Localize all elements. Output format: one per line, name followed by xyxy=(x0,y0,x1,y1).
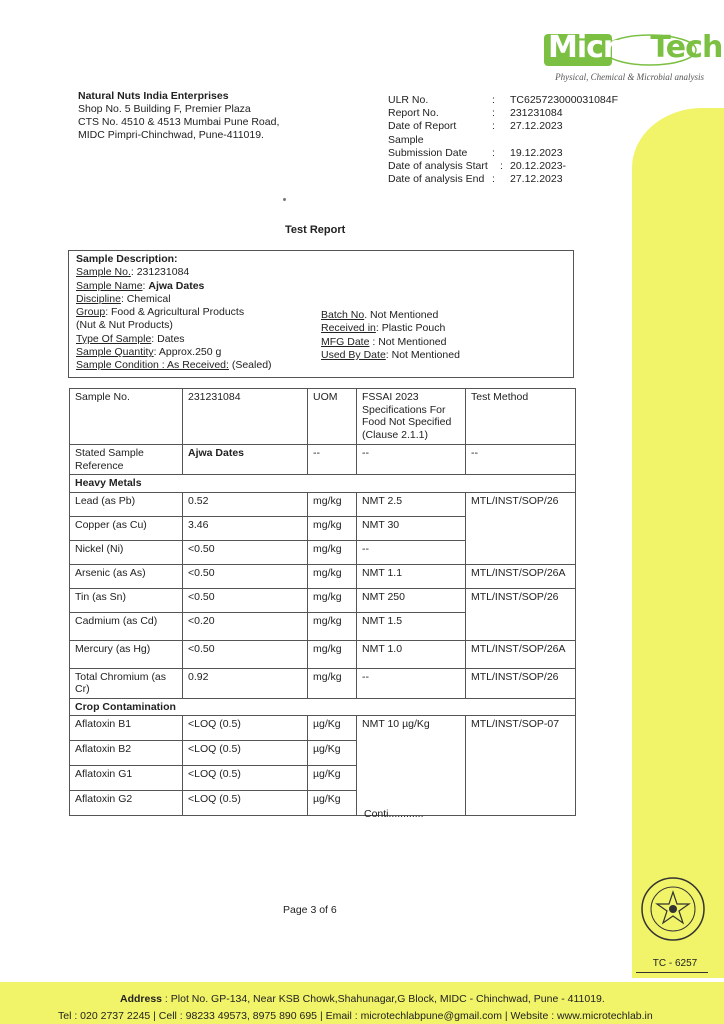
quantity-label: Sample Quantity xyxy=(76,346,154,359)
discipline-value: : Chemical xyxy=(120,292,171,305)
param-result: 0.52 xyxy=(183,492,308,516)
param-name: Aflatoxin B2 xyxy=(70,741,183,766)
header-method: Test Method xyxy=(466,389,576,445)
address-value: : Plot No. GP-134, Near KSB Chowk,Shahunagar,G Block, MIDC - Chinchwad, Pune - 411019. xyxy=(162,993,605,1005)
param-result: <LOQ (0.5) xyxy=(183,791,308,816)
accreditation-code: TC - 6257 xyxy=(652,958,698,969)
param-uom: mg/kg xyxy=(308,540,357,564)
param-name: Tin (as Sn) xyxy=(70,588,183,612)
param-result: 3.46 xyxy=(183,516,308,540)
param-uom: mg/kg xyxy=(308,492,357,516)
logo-tech: Tech xyxy=(650,30,723,65)
table-row xyxy=(70,564,576,588)
submission-label: Submission Date xyxy=(388,146,468,159)
seal-underline xyxy=(636,972,708,973)
table-row xyxy=(70,668,576,698)
yellow-side-band xyxy=(632,108,724,978)
group-line-2: (Nut & Nut Products) xyxy=(76,319,173,332)
param-name: Arsenic (as As) xyxy=(70,564,183,588)
header-sample-no-value: 231231084 xyxy=(183,389,308,445)
param-uom: mg/kg xyxy=(308,612,357,640)
param-result: <0.50 xyxy=(183,540,308,564)
param-spec: NMT 30 xyxy=(357,516,466,540)
page-number: Page 3 of 6 xyxy=(283,904,337,916)
param-uom: mg/kg xyxy=(308,588,357,612)
analysis-end-value: 27.12.2023 xyxy=(510,173,563,186)
param-method: MTL/INST/SOP/26 xyxy=(466,668,576,698)
param-method: MTL/INST/SOP-07 xyxy=(466,716,576,816)
stray-mark xyxy=(283,198,286,201)
table-row xyxy=(70,588,576,612)
analysis-end-label: Date of analysis End xyxy=(388,173,485,186)
param-result: <LOQ (0.5) xyxy=(183,716,308,741)
param-name: Copper (as Cu) xyxy=(70,516,183,540)
mfg-label: MFG Date xyxy=(321,335,370,348)
sample-no-line xyxy=(76,266,272,279)
condition-value: (Sealed) xyxy=(228,359,272,372)
customer-address xyxy=(78,90,279,142)
analysis-start-row xyxy=(388,160,618,173)
group-value: : Food & Agricultural Products xyxy=(105,306,245,319)
ulr-row xyxy=(388,94,618,107)
colon: : xyxy=(492,107,495,120)
sample-no-value: : 231231084 xyxy=(130,266,190,279)
param-uom: mg/kg xyxy=(308,564,357,588)
table-row xyxy=(70,640,576,668)
logo-micro: Micro xyxy=(548,30,637,65)
param-method: MTL/INST/SOP/26A xyxy=(466,564,576,588)
colon: : xyxy=(492,173,495,186)
sample-name-value: Ajwa Dates xyxy=(148,279,205,292)
param-method: MTL/INST/SOP/26A xyxy=(466,640,576,668)
footer-address xyxy=(120,993,605,1005)
param-spec: NMT 1.5 xyxy=(357,612,466,640)
sample-description-heading: Sample Description: xyxy=(76,253,178,265)
param-name: Cadmium (as Cd) xyxy=(70,612,183,640)
param-result: <LOQ (0.5) xyxy=(183,766,308,791)
mfg-value: : Not Mentioned xyxy=(369,335,447,348)
quantity-value: : Approx.250 g xyxy=(153,346,222,359)
param-name: Aflatoxin G1 xyxy=(70,766,183,791)
sample-name-line: Sample Name: Ajwa Dates xyxy=(76,279,205,292)
footer-contact: Tel : 020 2737 2245 | Cell : 98233 49573, 8975 890 695 | Email : microtechlabpune@gmail.com | Website : www.microtechlab.in xyxy=(58,1010,653,1022)
batch-label: Batch No xyxy=(321,309,365,321)
type-line xyxy=(76,333,272,346)
param-uom: µg/Kg xyxy=(308,766,357,791)
accreditation-seal-icon xyxy=(640,876,706,942)
condition-line xyxy=(76,359,272,372)
address-line-2: CTS No. 4510 & 4513 Mumbai Pune Road, xyxy=(78,116,280,128)
submission-row xyxy=(388,147,618,160)
section-heavy-metals xyxy=(70,475,576,493)
header-sample-no: Sample No. xyxy=(70,389,183,445)
param-uom: µg/Kg xyxy=(308,741,357,766)
param-uom: mg/kg xyxy=(308,668,357,698)
discipline-line xyxy=(76,293,272,306)
section-heavy-metals-label: Heavy Metals xyxy=(70,475,576,493)
stated-sample-label: Stated Sample Reference xyxy=(70,445,183,475)
sample-no-label: Sample No. xyxy=(76,266,131,279)
discipline-label: Discipline xyxy=(76,292,121,305)
report-title: Test Report xyxy=(285,224,346,236)
used-by-label: Used By Date xyxy=(321,348,386,361)
table-row xyxy=(70,492,576,516)
param-spec: NMT 10 µg/Kg xyxy=(357,716,466,816)
section-crop-contamination xyxy=(70,698,576,716)
param-name: Nickel (Ni) xyxy=(70,540,183,564)
param-spec: -- xyxy=(357,540,466,564)
param-uom: mg/kg xyxy=(308,640,357,668)
header-spec: FSSAI 2023 Specifications For Food Not Specified (Clause 2.1.1) xyxy=(357,389,466,445)
batch-line xyxy=(321,309,460,322)
param-method: MTL/INST/SOP/26 xyxy=(466,588,576,640)
used-by-value: : Not Mentioned xyxy=(385,348,460,361)
received-value: : Plastic Pouch xyxy=(375,322,446,335)
sample-description-box xyxy=(68,250,574,378)
sample-description-right xyxy=(321,309,460,362)
used-by-line xyxy=(321,349,460,362)
param-name: Lead (as Pb) xyxy=(70,492,183,516)
report-date-value: 27.12.2023 xyxy=(510,120,563,133)
colon: : xyxy=(492,94,495,106)
address-line-1: Shop No. 5 Building F, Premier Plaza xyxy=(78,103,251,115)
logo-tagline: Physical, Chemical & Microbial analysis xyxy=(555,72,704,82)
received-line xyxy=(321,322,460,335)
param-spec: -- xyxy=(357,668,466,698)
continued-note: Conti............ xyxy=(364,808,424,820)
batch-value: . Not Mentioned xyxy=(364,309,439,321)
param-result: <0.20 xyxy=(183,612,308,640)
received-label: Received in xyxy=(321,322,376,335)
report-no-value: 231231084 xyxy=(510,107,563,120)
stated-method: -- xyxy=(466,445,576,475)
param-uom: µg/Kg xyxy=(308,716,357,741)
stated-sample-row xyxy=(70,445,576,475)
type-label: Type Of Sample xyxy=(76,332,152,345)
sample-label: Sample xyxy=(388,133,424,146)
colon: : xyxy=(500,160,503,173)
logo-text xyxy=(544,30,723,66)
param-spec: NMT 1.0 xyxy=(357,640,466,668)
analysis-start-label: Date of analysis Start xyxy=(388,160,488,173)
param-method: MTL/INST/SOP/26 xyxy=(466,492,576,564)
header-uom: UOM xyxy=(308,389,357,445)
address-label: Address xyxy=(120,993,163,1005)
param-result: 0.92 xyxy=(183,668,308,698)
group-line xyxy=(76,306,272,319)
param-result: <0.50 xyxy=(183,640,308,668)
stated-spec: -- xyxy=(357,445,466,475)
report-meta xyxy=(388,94,618,186)
report-date-row xyxy=(388,120,618,133)
sample-row xyxy=(388,134,618,147)
sample-name-label: Sample Name xyxy=(76,279,143,292)
analysis-end-row xyxy=(388,173,618,186)
type-value: : Dates xyxy=(151,332,185,345)
report-no-row xyxy=(388,107,618,120)
results-table xyxy=(69,388,576,816)
param-name: Aflatoxin G2 xyxy=(70,791,183,816)
param-result: <0.50 xyxy=(183,564,308,588)
section-crop-label: Crop Contamination xyxy=(70,698,576,716)
param-result: <0.50 xyxy=(183,588,308,612)
colon: : xyxy=(492,146,495,159)
param-name: Mercury (as Hg) xyxy=(70,640,183,668)
param-result: <LOQ (0.5) xyxy=(183,741,308,766)
sample-description-left xyxy=(76,253,272,373)
ulr-label: ULR No. xyxy=(388,94,429,106)
table-row xyxy=(70,716,576,741)
param-name: Total Chromium (as Cr) xyxy=(70,668,183,698)
address-line-3: MIDC Pimpri-Chinchwad, Pune-411019. xyxy=(78,129,264,141)
report-date-label: Date of Report xyxy=(388,120,457,133)
condition-label: Sample Condition : As Received: xyxy=(76,359,229,372)
stated-sample-value: Ajwa Dates xyxy=(183,445,308,475)
mfg-line xyxy=(321,336,460,349)
report-no-label: Report No. xyxy=(388,107,439,120)
analysis-start-value: 20.12.2023- xyxy=(510,160,567,173)
stated-uom: -- xyxy=(308,445,357,475)
company-name: Natural Nuts India Enterprises xyxy=(78,90,229,102)
ulr-value: TC625723000031084F xyxy=(510,94,619,106)
param-spec: NMT 250 xyxy=(357,588,466,612)
param-spec: NMT 1.1 xyxy=(357,564,466,588)
param-uom: mg/kg xyxy=(308,516,357,540)
microtech-logo xyxy=(544,30,723,88)
param-name: Aflatoxin B1 xyxy=(70,716,183,741)
param-spec: NMT 2.5 xyxy=(357,492,466,516)
quantity-line xyxy=(76,346,272,359)
group-label: Group xyxy=(76,306,106,319)
table-header-row xyxy=(70,389,576,445)
submission-value: 19.12.2023 xyxy=(510,146,563,159)
colon: : xyxy=(492,120,495,133)
param-uom: µg/Kg xyxy=(308,791,357,816)
